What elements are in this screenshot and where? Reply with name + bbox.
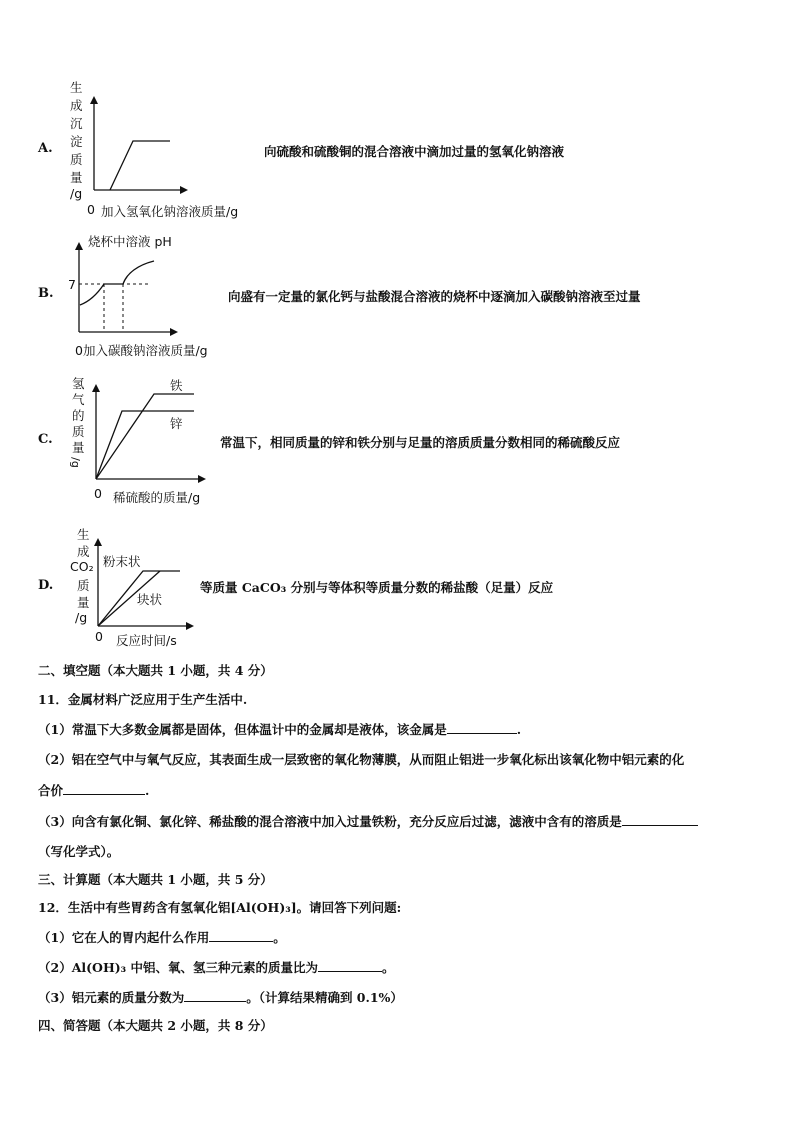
section4-heading: 四、简答题（本大题共 2 小题，共 8 分）: [38, 1018, 273, 1033]
series-zinc-label: 锌: [170, 416, 183, 431]
option-d-description: 等质量 CaCO₃ 分别与等体积等质量分数的稀盐酸（足量）反应: [200, 580, 554, 595]
q11-2-answer-blank[interactable]: [63, 782, 145, 795]
option-b-tick-7: 7: [68, 277, 76, 292]
q12-3-answer-blank[interactable]: [184, 989, 246, 1002]
q12-part1: （1）它在人的胃内起什么作用 。: [38, 930, 286, 945]
q11-part1: （1）常温下大多数金属都是固体，但体温计中的金属却是液体，该金属是 .: [38, 722, 522, 737]
q11-3-answer-blank[interactable]: [622, 813, 698, 826]
option-b-description: 向盛有一定量的氯化钙与盐酸混合溶液的烧杯中逐滴加入碳酸钠溶液至过量: [228, 289, 641, 304]
option-d-origin: 0: [95, 629, 103, 644]
option-b-xlabel: 0加入碳酸钠溶液质量/g: [75, 343, 208, 358]
series-powder-label: 粉末状: [103, 554, 141, 569]
q11-1-answer-blank[interactable]: [447, 721, 517, 734]
q12-stem: 12．生活中有些胃药含有氢氧化铝[Al(OH)₃]。请回答下列问题:: [38, 900, 402, 915]
section2-heading: 二、填空题（本大题共 1 小题，共 4 分）: [38, 663, 273, 678]
q11-part2-cont: 合价 .: [38, 783, 150, 798]
option-a-description: 向硫酸和硫酸铜的混合溶液中滴加过量的氢氧化钠溶液: [264, 144, 565, 159]
q12-1-answer-blank[interactable]: [209, 929, 273, 942]
option-b-letter: B.: [38, 286, 54, 301]
q11-part3: （3）向含有氯化铜、氯化锌、稀盐酸的混合溶液中加入过量铁粉，充分反应后过滤，滤液中含有的溶质是: [38, 812, 698, 830]
option-b-ylabel: 烧杯中溶液 pH: [88, 234, 172, 249]
q11-part3-cont: （写化学式）。: [38, 844, 120, 859]
option-d-letter: D.: [38, 578, 54, 593]
q12-part3: （3）铝元素的质量分数为 。（计算结果精确到 0.1%）: [38, 990, 403, 1005]
option-a-origin: 0: [87, 202, 95, 217]
q12-2-answer-blank[interactable]: [318, 959, 382, 972]
option-c-description: 常温下，相同质量的锌和铁分别与足量的溶质质量分数相同的稀硫酸反应: [220, 435, 621, 450]
option-a-xlabel: 加入氢氧化钠溶液质量/g: [101, 204, 239, 219]
series-lump-label: 块状: [137, 592, 163, 607]
option-c-letter: C.: [38, 432, 53, 447]
q12-part2: （2）Al(OH)₃ 中铝、氧、氢三种元素的质量比为 。: [38, 960, 395, 975]
option-c-origin: 0: [94, 486, 102, 501]
option-a-letter: A.: [38, 141, 53, 156]
section3-heading: 三、计算题（本大题共 1 小题，共 5 分）: [38, 872, 273, 887]
option-c-xlabel: 稀硫酸的质量/g: [113, 490, 201, 505]
series-iron-label: 铁: [170, 378, 183, 393]
q11-part2: （2）铝在空气中与氧气反应，其表面生成一层致密的氧化物薄膜，从而阻止铝进一步氧化标出该氧化物中铝元素的化: [38, 752, 685, 767]
q11-stem: 11．金属材料广泛应用于生产生活中.: [38, 692, 248, 707]
option-d-xlabel: 反应时间/s: [116, 633, 177, 648]
